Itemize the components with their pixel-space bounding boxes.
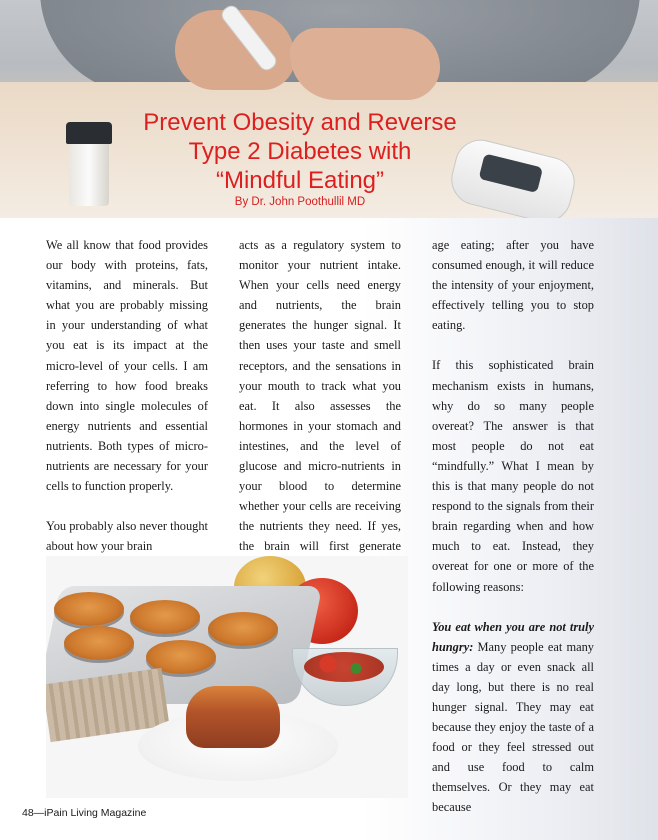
text-column-3 (432, 235, 594, 838)
paragraph: We all know that food provides our body with proteins, fats, vitamins, and minerals. But what you are probably missing in your understanding of what you eat is its impact at the micro-level of your cells. I am referring to how food breaks down into single molecules of energy nutrients and essential nutrients. Both types of micro-nutrients are necessary for your cells to function properly. (46, 238, 208, 494)
right-hand-graphic (290, 28, 440, 100)
paragraph (432, 617, 594, 818)
article-title (100, 108, 500, 195)
food-photo (46, 556, 408, 798)
text-column-2 (239, 235, 401, 597)
paragraph: If this sophisticated brain mechanism exists in humans, why do so many people overeat? The answer is that most people do not eat “mindfully.” What I mean by this is that many people do not respond to the signals from their brain regarding when and how much to eat. Instead, they overeat for one or more of the following reasons: (432, 358, 594, 594)
paragraph: You probably also never thought about how your brain (46, 519, 208, 554)
egg-muffin-graphic (54, 592, 124, 626)
egg-muffin-graphic (208, 612, 278, 646)
paragraph: age eating; after you have consumed enough, it will reduce the intensity of your enjoyment, effectively telling you to stop eating. (432, 238, 594, 333)
bacon-egg-cup-graphic (186, 686, 280, 748)
paragraph-text: Many people eat many times a day or even snack all day long, but there is no real hunger signal. They may eat because they enjoy the taste of a food or they feel stressed out and use food to calm themselves. Or they may eat because (432, 639, 594, 815)
salsa-graphic (304, 652, 384, 682)
egg-muffin-graphic (130, 600, 200, 634)
title-line-2: Type 2 Diabetes with (188, 138, 412, 165)
hero-image (0, 0, 658, 218)
egg-muffin-graphic (64, 626, 134, 660)
title-line-3: “Mindful Eating” (215, 167, 385, 194)
paragraph-lead: You eat when you are not truly hungry: (432, 619, 594, 654)
byline: By Dr. John Poothullil MD (234, 196, 366, 208)
page-footer: 48—iPain Living Magazine (22, 807, 147, 819)
title-line-1: Prevent Obesity and Reverse (143, 109, 457, 136)
text-column-1 (46, 235, 208, 576)
paragraph: acts as a regulatory system to monitor your nutrient intake. When your cells need energy and nutrients, the brain generates the hunger signal. It then uses your taste and smell receptors, and the sensations in your mouth to track what you eat. It also assesses the hormones in your stomach and intestines, and the level of glucose and micro-nutrients in your blood to determine whether your cells are receiving the nutrients they need. If yes, the brain will first generate (239, 238, 401, 554)
